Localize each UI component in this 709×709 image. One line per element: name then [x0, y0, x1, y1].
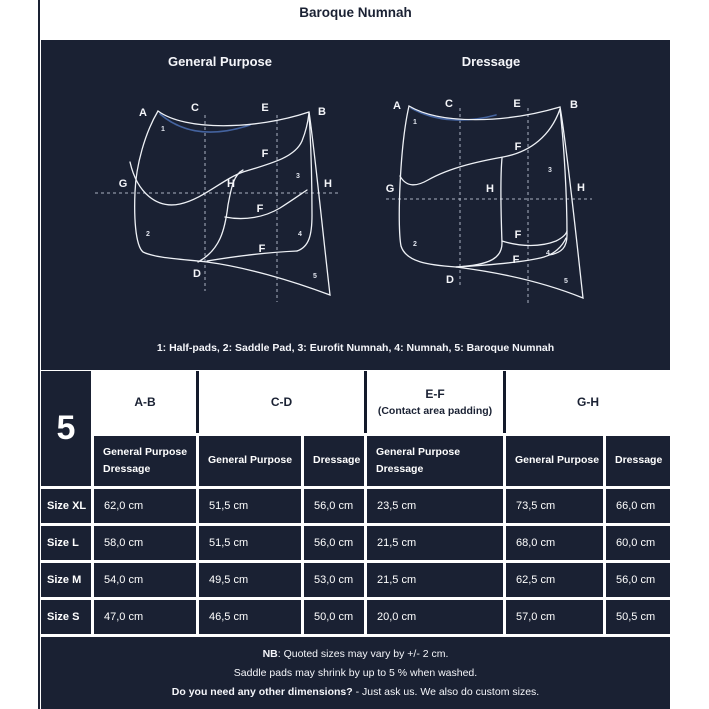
subheader-ab — [94, 436, 196, 486]
subheader-cd-dr — [304, 436, 364, 486]
dr-num-5: 5 — [564, 278, 568, 285]
row-m-gh-gp: 62,5 cm — [506, 563, 603, 597]
gp-point-a: A — [139, 107, 147, 119]
dr-point-c: C — [445, 98, 453, 110]
dr-baroque-outline — [399, 106, 583, 298]
col-group-gh-label: G-H — [577, 395, 599, 409]
footer-custom-bold: Do you need any other dimensions? — [171, 685, 353, 698]
table-corner-number: 5 — [41, 371, 91, 486]
dr-num-3: 3 — [548, 167, 552, 174]
gp-point-h-left: H — [227, 178, 235, 190]
dr-point-h-left: H — [486, 183, 494, 195]
general-purpose-heading: General Purpose — [167, 54, 273, 69]
dr-num-2: 2 — [413, 241, 417, 248]
dr-point-f-mid: F — [514, 229, 522, 241]
row-m-ab: 54,0 cm — [94, 563, 196, 597]
row-m-cd-gp: 49,5 cm — [199, 563, 301, 597]
dr-saddlepad-curve — [456, 158, 502, 267]
gp-num-5: 5 — [313, 273, 317, 280]
subheader-cd-gp — [199, 436, 301, 486]
subheader-cd-dr-line1: Dressage — [313, 454, 361, 467]
col-group-ab-label: A-B — [134, 395, 156, 409]
gp-divider-3-4 — [225, 190, 307, 219]
gp-halfpad-curve — [130, 113, 309, 205]
dr-inner-right-edge — [549, 109, 567, 255]
row-s-ef: 20,0 cm — [367, 600, 503, 634]
row-m-ef: 21,5 cm — [367, 563, 503, 597]
gp-point-c: C — [191, 102, 199, 114]
gp-num-2: 2 — [146, 231, 150, 238]
gp-point-b: B — [318, 106, 326, 118]
diagram-panel — [41, 40, 670, 370]
row-s-cd-dr: 50,0 cm — [304, 600, 364, 634]
row-s-gh-gp: 57,0 cm — [506, 600, 603, 634]
footer-notes-panel — [41, 637, 670, 709]
row-xl-size-label: Size XL — [41, 489, 91, 523]
subheader-gh-gp-line1: General Purpose — [515, 454, 600, 467]
footer-line-nb — [263, 645, 449, 664]
gp-num-4: 4 — [298, 231, 302, 238]
subheader-gh-dr-line1: Dressage — [615, 454, 663, 467]
col-group-ab — [94, 371, 196, 433]
dr-point-f-top: F — [514, 141, 522, 153]
row-l-ab: 58,0 cm — [94, 526, 196, 560]
subheader-ef-line1: General Purpose — [376, 445, 461, 458]
dr-point-a: A — [393, 100, 401, 112]
row-s-cd-gp: 46,5 cm — [199, 600, 301, 634]
dressage-diagram — [386, 95, 596, 310]
col-group-cd-label: C-D — [270, 395, 293, 409]
dr-point-e: E — [513, 98, 521, 110]
footer-nb-rest: : Quoted sizes may vary by +/- 2 cm. — [277, 647, 449, 660]
gp-point-d: D — [193, 268, 201, 280]
row-l-size-label: Size L — [41, 526, 91, 560]
col-group-gh — [506, 371, 670, 433]
gp-point-e: E — [261, 102, 269, 114]
subheader-ab-line2: Dressage — [103, 463, 151, 475]
row-l-gh-gp: 68,0 cm — [506, 526, 603, 560]
diagram-legend-caption: 1: Half-pads, 2: Saddle Pad, 3: Eurofit Numnah, 4: Numnah, 5: Baroque Numnah — [156, 342, 555, 354]
dr-point-g: G — [386, 183, 395, 195]
footer-line-shrink: Saddle pads may shrink by up to 5 % when washed. — [233, 666, 478, 679]
subheader-cd-gp-line1: General Purpose — [208, 454, 293, 467]
subheader-ab-line1: General Purpose — [103, 445, 188, 458]
dressage-heading: Dressage — [461, 54, 521, 69]
row-xl-cd-gp: 51,5 cm — [199, 489, 301, 523]
row-s-gh-dr: 50,5 cm — [606, 600, 670, 634]
row-xl-ab: 62,0 cm — [94, 489, 196, 523]
gp-point-f-mid: F — [256, 203, 264, 215]
dr-num-4: 4 — [546, 250, 550, 257]
gp-point-h-right: H — [324, 178, 332, 190]
row-xl-gh-gp: 73,5 cm — [506, 489, 603, 523]
subheader-ef-line2: Dressage — [376, 463, 424, 475]
dr-num-1: 1 — [413, 119, 417, 126]
row-m-size-label: Size M — [41, 563, 91, 597]
row-xl-ef: 23,5 cm — [367, 489, 503, 523]
page-title: Baroque Numnah — [299, 5, 412, 20]
left-border-rule — [38, 0, 40, 709]
general-purpose-diagram — [95, 95, 345, 310]
row-m-cd-dr: 53,0 cm — [304, 563, 364, 597]
dr-point-b: B — [570, 99, 578, 111]
size-table — [41, 371, 670, 634]
col-group-ef — [367, 371, 503, 433]
col-group-ef-label: E-F — [425, 387, 445, 401]
dr-point-h-right: H — [577, 182, 585, 194]
row-m-gh-dr: 56,0 cm — [606, 563, 670, 597]
dr-divider-3-4 — [502, 231, 567, 246]
row-l-cd-gp: 51,5 cm — [199, 526, 301, 560]
row-s-size-label: Size S — [41, 600, 91, 634]
gp-point-f-top: F — [261, 148, 269, 160]
subheader-gh-dr — [606, 436, 670, 486]
gp-divider-4-5 — [207, 251, 297, 261]
footer-custom-rest: - Just ask us. We also do custom sizes. — [352, 685, 540, 698]
row-xl-cd-dr: 56,0 cm — [304, 489, 364, 523]
col-group-cd — [199, 371, 364, 433]
dr-point-d: D — [446, 274, 454, 286]
subheader-ef — [367, 436, 503, 486]
row-l-gh-dr: 60,0 cm — [606, 526, 670, 560]
footer-nb-bold: NB — [262, 647, 278, 660]
subheader-gh-gp — [506, 436, 603, 486]
dr-halfpad-curve — [400, 109, 560, 185]
gp-point-f-bottom: F — [258, 243, 266, 255]
row-l-cd-dr: 56,0 cm — [304, 526, 364, 560]
gp-num-3: 3 — [296, 173, 300, 180]
row-l-ef: 21,5 cm — [367, 526, 503, 560]
row-s-ab: 47,0 cm — [94, 600, 196, 634]
row-xl-gh-dr: 66,0 cm — [606, 489, 670, 523]
gp-num-1: 1 — [161, 126, 165, 133]
col-group-ef-sublabel: (Contact area padding) — [377, 405, 493, 417]
gp-baroque-outline — [135, 111, 330, 295]
dr-point-f-bottom: F — [512, 254, 520, 266]
gp-point-g: G — [118, 178, 128, 190]
footer-line-custom — [172, 683, 539, 702]
